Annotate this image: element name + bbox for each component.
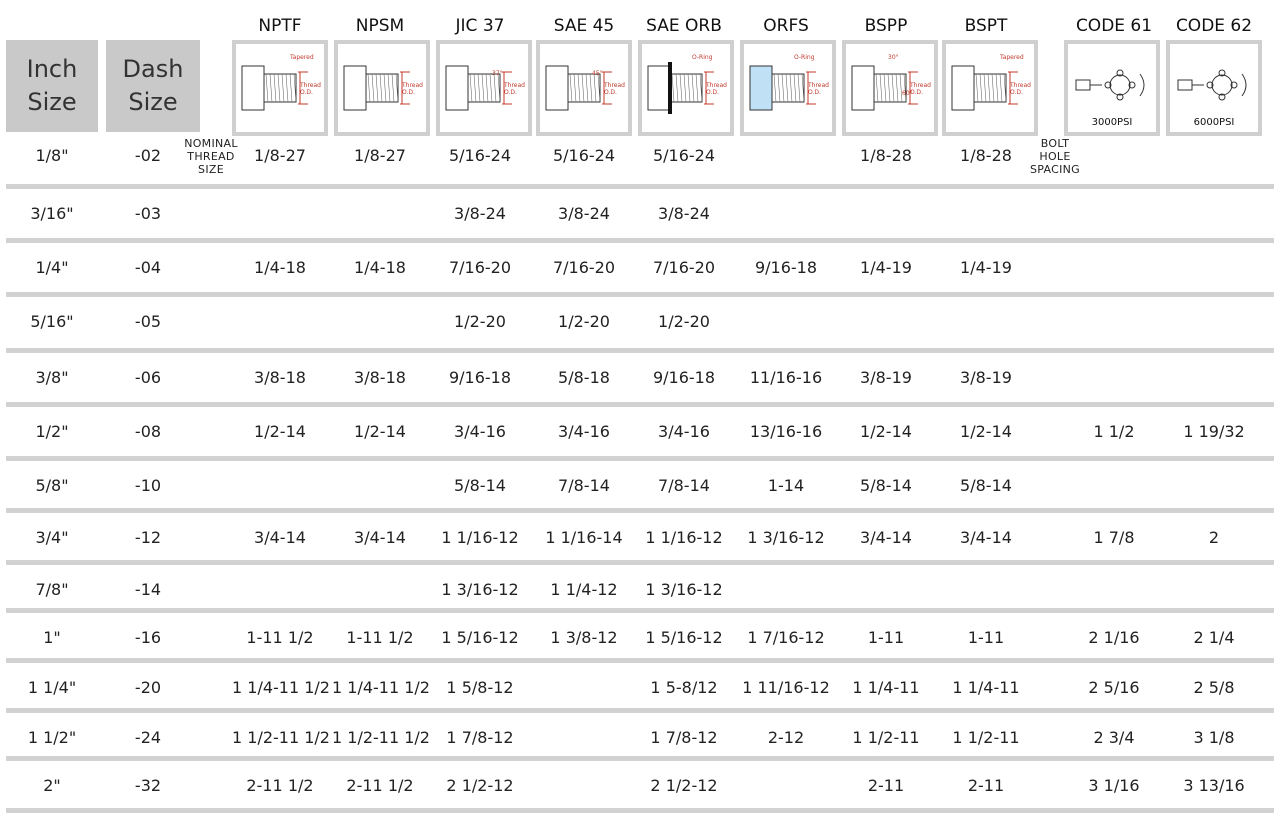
thread-size-cell: 3/8-18	[354, 368, 406, 387]
thread-size-cell: 1-14	[767, 476, 805, 495]
thread-size-cell: 1 11/16-12	[742, 678, 830, 697]
dash-size-cell: -06	[134, 368, 162, 387]
diagram-label: Thread O.D.	[504, 82, 525, 96]
sae-orb-diagram	[638, 40, 734, 136]
thread-size-cell: 7/16-20	[552, 258, 616, 277]
thread-size-cell: 5/16-24	[552, 146, 616, 165]
thread-size-cell: 3/8-24	[454, 204, 506, 223]
thread-size-cell: 2 1/16	[1088, 628, 1140, 647]
thread-size-cell: 1-11 1/2	[346, 628, 414, 647]
thread-size-cell: 3/8-19	[860, 368, 912, 387]
row-divider	[6, 456, 1274, 461]
row-divider	[6, 560, 1274, 565]
jic-37-diagram	[436, 40, 532, 136]
thread-size-cell: 5/16-24	[652, 146, 716, 165]
column-header-sae-orb: SAE ORB	[646, 16, 722, 36]
nptf-diagram	[232, 40, 328, 136]
dash-size-cell: -24	[134, 728, 162, 747]
thread-size-cell: 1/2-14	[960, 422, 1012, 441]
thread-size-cell: 1 1/4-12	[550, 580, 618, 599]
column-header-nptf: NPTF	[258, 16, 302, 36]
thread-size-cell: 1/4-19	[860, 258, 912, 277]
thread-size-cell: 2 3/4	[1093, 728, 1135, 747]
thread-size-cell: 1 19/32	[1183, 422, 1245, 441]
thread-size-cell: 1 1/16-12	[645, 528, 723, 547]
note-line: THREAD	[187, 150, 235, 163]
table-row	[0, 762, 1280, 814]
thread-size-cell: 7/8-14	[658, 476, 710, 495]
note-line: BOLT	[1040, 137, 1070, 150]
thread-size-cell: 1 1/2-11	[952, 728, 1020, 747]
thread-size-cell: 3/4-16	[454, 422, 506, 441]
dash-size-cell: -12	[134, 528, 162, 547]
thread-size-cell: 2-11 1/2	[346, 776, 414, 795]
table-row	[0, 132, 1280, 184]
thread-size-cell: 1/8-28	[960, 146, 1012, 165]
row-divider	[6, 402, 1274, 407]
column-header-bspt: BSPT	[964, 16, 1008, 36]
table-row	[0, 664, 1280, 716]
thread-size-cell: 3 13/16	[1183, 776, 1245, 795]
thread-size-cell: 1-11 1/2	[246, 628, 314, 647]
thread-size-cell: 7/16-20	[448, 258, 512, 277]
orfs-diagram	[740, 40, 836, 136]
diagram-label: Thread O.D.	[706, 82, 727, 96]
thread-size-cell: 1/2-20	[454, 312, 506, 331]
thread-size-cell: 1 1/4-11 1/2	[332, 678, 430, 697]
thread-size-cell: 5/8-18	[558, 368, 610, 387]
dash-size-header-line1: Dash	[122, 55, 184, 83]
dash-size-cell: -03	[134, 204, 162, 223]
table-row	[0, 462, 1280, 514]
thread-size-cell: 1/8-27	[354, 146, 406, 165]
npsm-diagram	[334, 40, 430, 136]
thread-size-cell: 1/2-14	[860, 422, 912, 441]
thread-size-cell: 3/8-24	[558, 204, 610, 223]
dash-size-cell: -32	[134, 776, 162, 795]
thread-size-cell: 1/8-28	[860, 146, 912, 165]
diagram-label: Thread O.D.	[808, 82, 829, 96]
dash-size-cell: -08	[134, 422, 162, 441]
thread-size-cell: 2 5/16	[1088, 678, 1140, 697]
thread-size-cell: 3/4-16	[658, 422, 710, 441]
row-divider	[6, 708, 1274, 713]
thread-size-cell: 11/16-16	[749, 368, 823, 387]
thread-size-cell: 1/4-19	[960, 258, 1012, 277]
thread-size-cell: 1 3/16-12	[747, 528, 825, 547]
diagram-label: Thread O.D.	[1010, 82, 1031, 96]
bspp-diagram	[842, 40, 938, 136]
thread-size-cell: 2-12	[767, 728, 805, 747]
thread-size-cell: 1/4-18	[254, 258, 306, 277]
inch-size-cell: 7/8"	[35, 580, 69, 599]
thread-size-cell: 9/16-18	[652, 368, 716, 387]
thread-size-cell: 1 7/8-12	[650, 728, 718, 747]
thread-size-cell: 2 1/2-12	[650, 776, 718, 795]
column-header-orfs: ORFS	[763, 16, 809, 36]
column-header-code-62: CODE 62	[1175, 16, 1253, 36]
dash-size-cell: -10	[134, 476, 162, 495]
thread-size-cell: 1 3/16-12	[441, 580, 519, 599]
thread-size-cell: 1/2-14	[254, 422, 306, 441]
thread-size-cell: 1 5/16-12	[441, 628, 519, 647]
inch-size-header	[6, 40, 98, 132]
thread-size-cell: 9/16-18	[754, 258, 818, 277]
table-row	[0, 298, 1280, 350]
row-divider	[6, 808, 1274, 813]
table-row	[0, 244, 1280, 296]
thread-size-cell: 3/8-18	[254, 368, 306, 387]
inch-size-header-line1: Inch	[26, 55, 78, 83]
thread-size-cell: 1 1/4-11 1/2	[232, 678, 330, 697]
diagram-label: Tapered	[290, 54, 314, 61]
thread-size-cell: 3 1/8	[1193, 728, 1235, 747]
thread-size-cell: 1/2-20	[658, 312, 710, 331]
thread-size-cell: 1-11	[967, 628, 1005, 647]
diagram-label: Tapered	[1000, 54, 1024, 61]
thread-size-cell: 7/8-14	[558, 476, 610, 495]
inch-size-cell: 5/8"	[35, 476, 69, 495]
table-row	[0, 408, 1280, 460]
thread-size-cell: 5/8-14	[454, 476, 506, 495]
thread-size-cell: 1/4-18	[354, 258, 406, 277]
thread-size-cell: 1 7/16-12	[747, 628, 825, 647]
inch-size-cell: 1/2"	[35, 422, 69, 441]
thread-size-cell: 1 5/16-12	[645, 628, 723, 647]
thread-size-cell: 1 1/2-11 1/2	[332, 728, 430, 747]
thread-size-cell: 1/2-20	[558, 312, 610, 331]
note-line: HOLE	[1039, 150, 1071, 163]
thread-size-cell: 3 1/16	[1088, 776, 1140, 795]
row-divider	[6, 292, 1274, 297]
thread-size-cell: 1 1/16-12	[441, 528, 519, 547]
thread-size-cell: 1 1/4-11	[952, 678, 1020, 697]
diagram-label: 60°	[902, 90, 913, 97]
thread-size-cell: 1 1/2-11	[852, 728, 920, 747]
inch-size-cell: 1"	[43, 628, 61, 647]
thread-size-cell: 1-11	[867, 628, 905, 647]
row-divider	[6, 508, 1274, 513]
thread-size-cell: 3/4-14	[860, 528, 912, 547]
diagram-label: Thread O.D.	[402, 82, 423, 96]
thread-size-cell: 1 1/4-11	[852, 678, 920, 697]
thread-size-cell: 13/16-16	[749, 422, 823, 441]
diagram-label: 45°	[592, 70, 603, 77]
thread-size-cell: 1 1/2	[1093, 422, 1135, 441]
row-divider	[6, 756, 1274, 761]
table-row	[0, 566, 1280, 618]
diagram-label: O-Ring	[794, 54, 815, 61]
diagram-label: Thread O.D.	[910, 82, 931, 96]
inch-size-cell: 1 1/2"	[27, 728, 77, 747]
inch-size-cell: 1/4"	[35, 258, 69, 277]
diagram-label: 30°	[888, 54, 899, 61]
thread-size-cell: 2-11 1/2	[246, 776, 314, 795]
row-divider	[6, 238, 1274, 243]
column-header-npsm: NPSM	[355, 16, 405, 36]
inch-size-cell: 2"	[43, 776, 61, 795]
pressure-rating-label: 3000PSI	[1091, 117, 1133, 128]
table-row	[0, 514, 1280, 566]
note-line: NOMINAL	[184, 137, 238, 150]
code-61-diagram	[1064, 40, 1160, 136]
column-header-code-61: CODE 61	[1075, 16, 1153, 36]
table-row	[0, 614, 1280, 666]
thread-size-cell: 3/4-14	[960, 528, 1012, 547]
table-row	[0, 354, 1280, 406]
thread-size-cell: 1 5-8/12	[650, 678, 718, 697]
thread-size-cell: 5/16-24	[448, 146, 512, 165]
thread-size-cell: 2-11	[867, 776, 905, 795]
dash-size-cell: -04	[134, 258, 162, 277]
thread-size-cell: 2-11	[967, 776, 1005, 795]
thread-size-cell: 5/8-14	[860, 476, 912, 495]
inch-size-header-line2: Size	[27, 88, 77, 116]
dash-size-header	[106, 40, 200, 132]
dash-size-cell: -05	[134, 312, 162, 331]
dash-size-cell: -16	[134, 628, 162, 647]
diagram-label: O-Ring	[692, 54, 713, 61]
thread-size-cell: 1 7/8	[1093, 528, 1135, 547]
table-row	[0, 190, 1280, 242]
thread-size-cell: 1 3/16-12	[645, 580, 723, 599]
dash-size-cell: -20	[134, 678, 162, 697]
inch-size-cell: 1/8"	[35, 146, 69, 165]
thread-size-cell: 9/16-18	[448, 368, 512, 387]
inch-size-cell: 3/16"	[30, 204, 74, 223]
inch-size-cell: 5/16"	[30, 312, 74, 331]
diagram-label: Thread O.D.	[604, 82, 625, 96]
bspt-diagram	[942, 40, 1038, 136]
diagram-label: Thread O.D.	[300, 82, 321, 96]
thread-size-cell: 1 1/2-11 1/2	[232, 728, 330, 747]
thread-size-cell: 3/4-14	[254, 528, 306, 547]
thread-size-cell: 2 1/2-12	[446, 776, 514, 795]
row-divider	[6, 608, 1274, 613]
thread-size-cell: 2	[1208, 528, 1220, 547]
thread-size-cell: 1 5/8-12	[446, 678, 514, 697]
thread-size-cell: 7/16-20	[652, 258, 716, 277]
note-line: SIZE	[198, 163, 224, 176]
dash-size-cell: -02	[134, 146, 162, 165]
thread-size-cell: 1 1/16-14	[545, 528, 623, 547]
column-header-sae-45: SAE 45	[553, 16, 615, 36]
row-divider	[6, 658, 1274, 663]
row-divider	[6, 348, 1274, 353]
code-62-diagram	[1166, 40, 1262, 136]
thread-size-cell: 1 7/8-12	[446, 728, 514, 747]
row-divider	[6, 184, 1274, 189]
table-row	[0, 714, 1280, 766]
thread-size-cell: 1/8-27	[254, 146, 306, 165]
note-line: SPACING	[1029, 163, 1081, 176]
thread-size-cell: 1 3/8-12	[550, 628, 618, 647]
dash-size-cell: -14	[134, 580, 162, 599]
thread-size-cell: 3/4-16	[558, 422, 610, 441]
thread-size-cell: 3/8-24	[658, 204, 710, 223]
thread-size-cell: 3/8-19	[960, 368, 1012, 387]
inch-size-cell: 3/8"	[35, 368, 69, 387]
thread-size-cell: 5/8-14	[960, 476, 1012, 495]
sae-45-diagram	[536, 40, 632, 136]
thread-size-cell: 2 5/8	[1193, 678, 1235, 697]
dash-size-header-line2: Size	[128, 88, 178, 116]
thread-size-cell: 3/4-14	[354, 528, 406, 547]
inch-size-cell: 3/4"	[35, 528, 69, 547]
inch-size-cell: 1 1/4"	[27, 678, 77, 697]
thread-size-cell: 1/2-14	[354, 422, 406, 441]
diagram-label: 37°	[492, 70, 503, 77]
thread-size-cell: 2 1/4	[1193, 628, 1235, 647]
column-header-bspp: BSPP	[864, 16, 908, 36]
pressure-rating-label: 6000PSI	[1193, 117, 1235, 128]
column-header-jic-37: JIC 37	[455, 16, 505, 36]
